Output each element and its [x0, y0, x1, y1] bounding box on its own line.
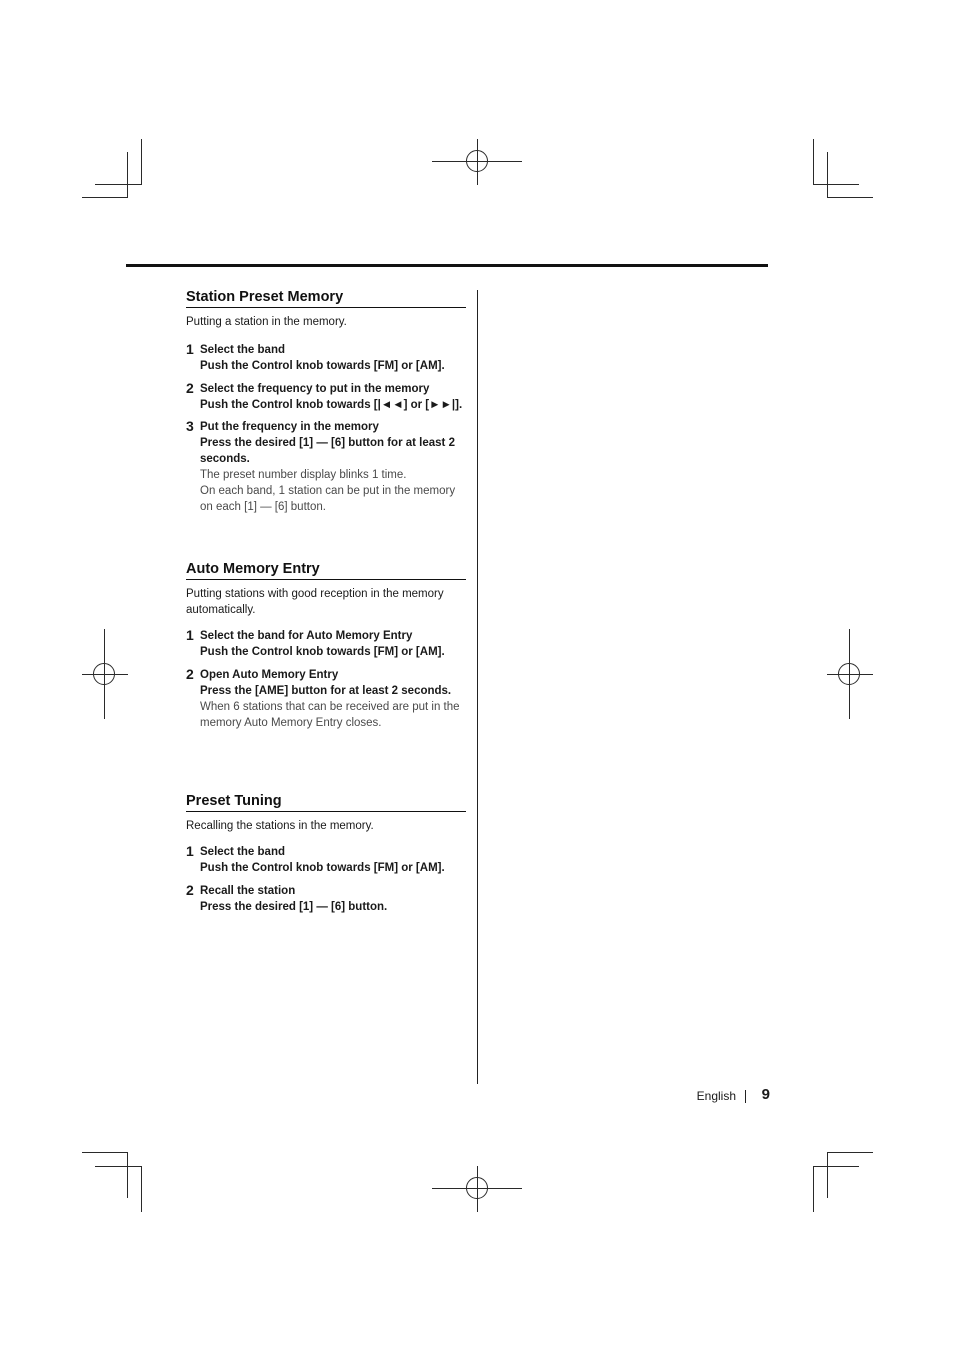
- column-divider: [477, 290, 478, 1084]
- section-title: Preset Tuning: [186, 792, 466, 812]
- step-item: [186, 667, 466, 731]
- section-intro: Putting stations with good reception in the memory automatically.: [186, 588, 444, 616]
- step-item: [186, 844, 466, 876]
- step-number: 2: [186, 380, 194, 396]
- section-title: Auto Memory Entry: [186, 560, 466, 580]
- step-action: Press the desired [1] — [6] button for at least 2 seconds.: [200, 437, 455, 465]
- step-item: [186, 883, 466, 915]
- step-title: Put the frequency in the memory: [200, 421, 379, 433]
- step-number: 1: [186, 843, 194, 859]
- header-rule: [126, 264, 768, 267]
- step-item: [186, 342, 466, 374]
- step-title: Select the band for Auto Memory Entry: [200, 630, 413, 642]
- section-intro: Putting a station in the memory.: [186, 316, 347, 328]
- footer-separator: [745, 1090, 746, 1103]
- section-auto-memory-entry: [186, 560, 466, 731]
- step-number: 1: [186, 627, 194, 643]
- step-action: Push the Control knob towards [FM] or [AM].: [200, 862, 445, 874]
- step-action: Push the Control knob towards [FM] or [AM].: [200, 646, 445, 658]
- step-title: Select the band: [200, 344, 285, 356]
- step-action: Press the desired [1] — [6] button.: [200, 901, 388, 913]
- step-title: Select the band: [200, 846, 285, 858]
- page-footer: [650, 1088, 770, 1108]
- section-title: Station Preset Memory: [186, 288, 466, 308]
- step-number: 2: [186, 882, 194, 898]
- step-number: 2: [186, 666, 194, 682]
- step-note: The preset number display blinks 1 time.: [200, 469, 407, 481]
- section-intro: Recalling the stations in the memory.: [186, 820, 374, 832]
- step-note: When 6 stations that can be received are put in the memory Auto Memory Entry closes.: [200, 701, 460, 729]
- page-number: 9: [761, 1086, 770, 1103]
- footer-language: English: [696, 1089, 736, 1103]
- step-note: On each band, 1 station can be put in the memory on each [1] — [6] button.: [200, 485, 456, 513]
- step-number: 3: [186, 418, 194, 434]
- step-title: Select the frequency to put in the memory: [200, 383, 430, 395]
- step-title: Open Auto Memory Entry: [200, 669, 339, 681]
- step-item: [186, 419, 466, 515]
- step-action: Press the [AME] button for at least 2 seconds.: [200, 685, 452, 697]
- step-action: Push the Control knob towards [|◄◄] or [►►|].: [200, 399, 463, 411]
- step-item: [186, 381, 466, 413]
- section-preset-tuning: [186, 792, 466, 915]
- step-item: [186, 628, 466, 660]
- step-action: Push the Control knob towards [FM] or [AM].: [200, 360, 445, 372]
- section-station-preset-memory: [186, 288, 466, 515]
- step-title: Recall the station: [200, 885, 296, 897]
- step-number: 1: [186, 341, 194, 357]
